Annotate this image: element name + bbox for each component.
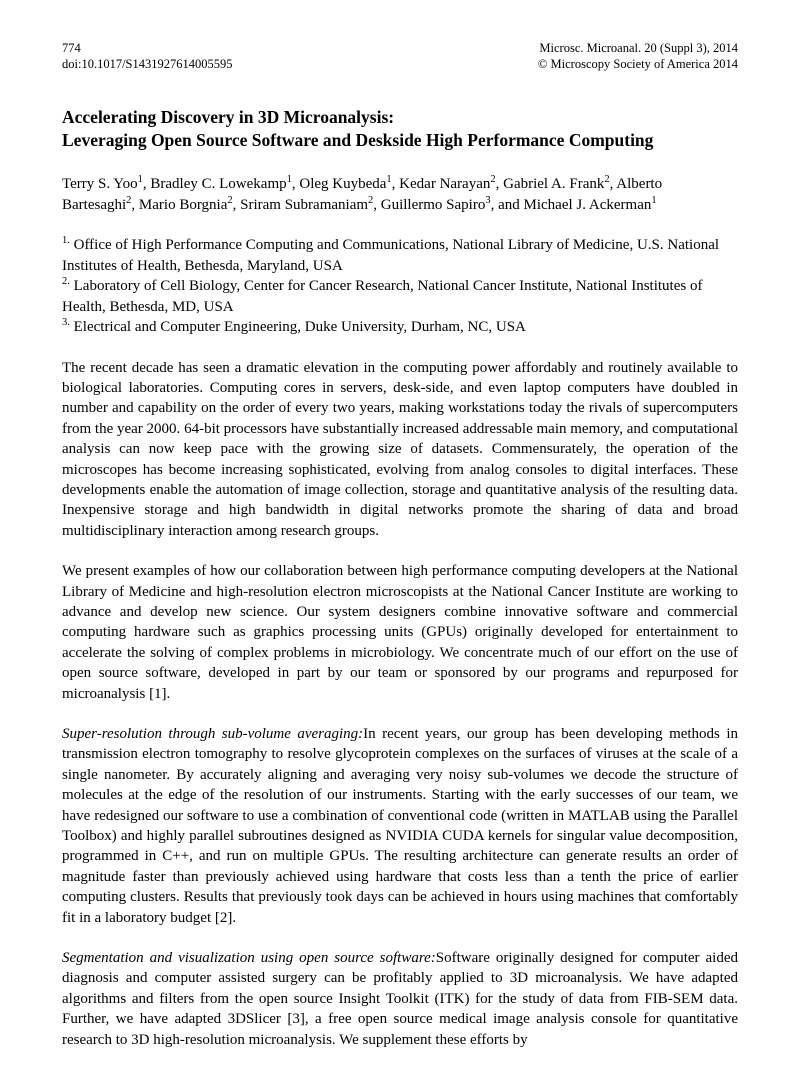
author-affiliation-sup: 1 <box>386 174 392 185</box>
title-line-1: Accelerating Discovery in 3D Microanalysis: <box>62 107 395 127</box>
author-name: , Bradley C. Lowekamp <box>142 176 287 192</box>
affiliation-item <box>62 235 738 276</box>
header-left <box>62 40 233 72</box>
author-affiliation-sup: 1 <box>137 174 143 185</box>
page-header <box>62 40 738 72</box>
affiliation-text: Laboratory of Cell Biology, Center for Cancer Research, National Cancer Institute, National Institutes of Health, Bethesda, MD, USA <box>62 278 703 315</box>
author-affiliation-sup: 3 <box>485 194 491 206</box>
copyright: © Microscopy Society of America 2014 <box>537 57 738 71</box>
affiliation-text: Office of High Performance Computing and Communications, National Library of Medicine, U.S. National Institutes of Health, Bethesda, Maryland, USA <box>62 237 720 274</box>
paragraph-4 <box>62 948 738 1050</box>
paragraph-3-text: In recent years, our group has been developing methods in transmission electron tomography to resolve glycoprotein complexes on the surfaces of viruses at the scale of a single nanometer. By accurately aligning and averaging very noisy sub-volumes we decode the structure of molecules at the edge of the resolution of our instruments. Starting with the early successes of our team, we have redesigned our software to use a combination of conventional code (written in MATLAB using the Parallel Toolbox) and highly parallel subroutines designed as NVIDIA CUDA kernels for singular value decomposition, programmed in C++, and run on multiple GPUs. The resulting architecture can generate results an order of magnitude faster than previously achieved using hardware that costs less than a tenth the price of earlier computing clusters. Results that previously took days can be achieved in hours using machines that comfortably fit in a laboratory budget [2]. <box>62 726 738 926</box>
author-name: , Guillermo Sapiro <box>373 196 486 213</box>
author-name: , Alberto Bartesaghi <box>62 176 663 213</box>
journal-ref: Microsc. Microanal. 20 (Suppl 3), 2014 <box>539 41 738 55</box>
author-name: , Sriram Subramaniam <box>232 196 369 213</box>
affiliation-text: Electrical and Computer Engineering, Duke University, Durham, NC, USA <box>69 319 526 335</box>
author-affiliation-sup: 2 <box>368 194 374 206</box>
author-affiliation-sup: 2 <box>490 174 496 185</box>
author-name: , Gabriel A. Frank <box>495 176 605 192</box>
author-name: Terry S. Yoo <box>62 176 138 192</box>
affiliation-marker: 2. <box>62 276 70 287</box>
author-name: , and Michael J. Ackerman <box>490 196 652 213</box>
section-lead-super-resolution: Super-resolution through sub-volume averaging: <box>62 726 364 742</box>
section-lead-segmentation: Segmentation and visualization using open source software: <box>62 950 436 967</box>
author-affiliation-sup: 2 <box>604 174 610 185</box>
paragraph-4-text: Software originally designed for computer aided diagnosis and computer assisted surgery can be profitably applied to 3D microanalysis. We have adapted algorithms and filters from the open source Insight Toolkit (ITK) for the study of data from FIB-SEM data. Further, we have adapted 3DSlicer [3], a free open source medical image analysis console for quantitative research to 3D high-resolution microanalysis. We supplement these efforts by <box>62 950 738 1048</box>
affiliation-marker: 1. <box>62 235 70 246</box>
affiliation-marker: 3. <box>62 317 70 328</box>
author-name: , Oleg Kuybeda <box>291 176 387 192</box>
paragraph-1: The recent decade has seen a dramatic elevation in the computing power affordably and routinely available to biological laboratories. Computing cores in servers, desk-side, and even laptop computers have doubled in number and capability on the order of every two years, making workstations today the rivals of supercomputers from the year 2000. 64-bit processors have substantially increased addressable main memory, and computational analysis can now keep pace with the growing size of datasets. Commensurately, the operation of the microscopes has become increasing sophisticated, evolving from analog consoles to digital interfaces. These developments enable the automation of image collection, storage and quantitative analysis of the resulting data. Inexpensive storage and high bandwidth in digital networks promote the sharing of data and broad multidisciplinary interaction among research groups. <box>62 359 738 539</box>
paper-title <box>62 106 738 152</box>
paragraph-2: We present examples of how our collaboration between high performance computing developers at the National Library of Medicine and high-resolution electron microscopists at the National Cancer Institute are working to advance and develop new science. Our system designers combine innovative software and commercial computing hardware such as graphics processing units (GPUs) originally developed for entertainment to accelerate the solving of complex problems in microbiology. We concentrate much of our effort on the use of open source software, developed in part by our team or sponsored by our programs and repurposed for microanalysis [1]. <box>62 563 738 702</box>
paragraph-3 <box>62 724 738 928</box>
author-affiliation-sup: 2 <box>126 194 132 206</box>
author-affiliation-sup: 1 <box>286 174 292 185</box>
affiliation-item <box>62 276 738 317</box>
title-line-2: Leveraging Open Source Software and Deskside High Performance Computing <box>62 130 654 150</box>
doi: doi:10.1017/S1431927614005595 <box>62 57 233 71</box>
author-affiliation-sup: 1 <box>651 194 657 206</box>
author-list <box>62 174 738 215</box>
author-name: , Kedar Narayan <box>391 176 491 192</box>
author-name: , Mario Borgnia <box>131 196 228 213</box>
affiliation-item <box>62 317 738 338</box>
author-affiliation-sup: 2 <box>227 194 233 206</box>
header-right <box>538 40 738 72</box>
page-number: 774 <box>62 41 81 55</box>
affiliation-list <box>62 235 738 338</box>
